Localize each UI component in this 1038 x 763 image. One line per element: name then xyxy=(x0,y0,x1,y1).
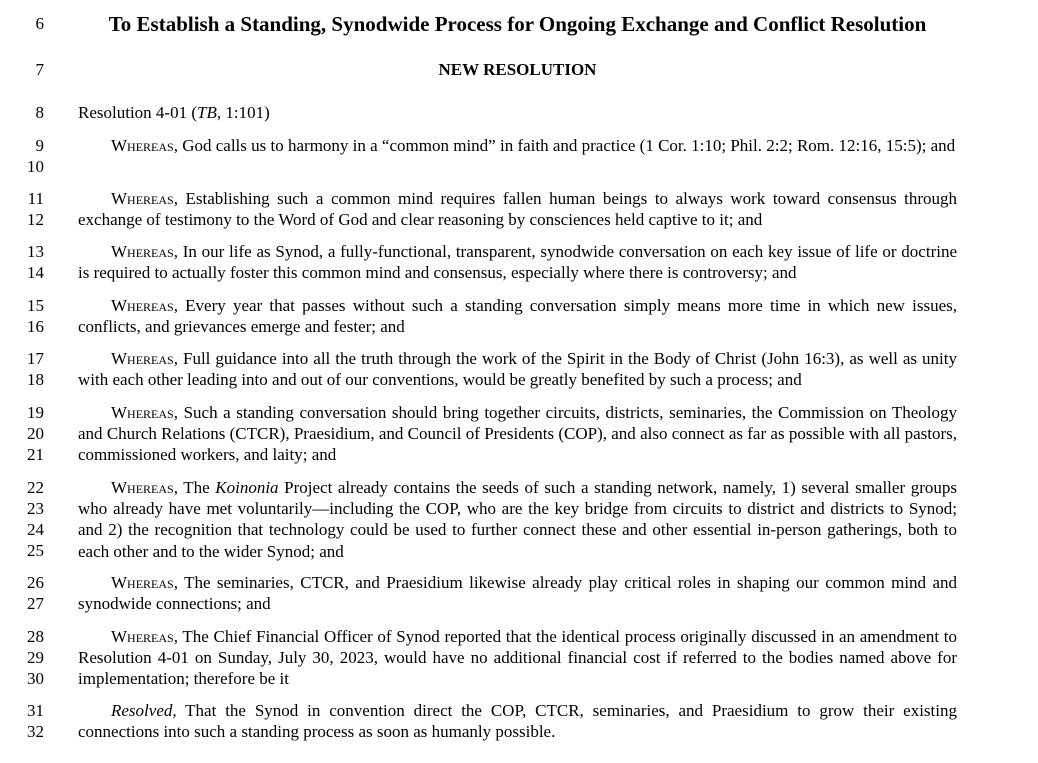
line-number: 19 xyxy=(27,403,44,422)
line-number: 7 xyxy=(35,60,44,79)
line-number: 23 xyxy=(27,499,44,518)
line-number: 27 xyxy=(27,594,44,613)
whereas-paragraph: Whereas, God calls us to harmony in a “common mind” in faith and practice (1 Cor. 1:10; Phil. 2:2; Rom. 12:16, 15:5); and xyxy=(111,136,956,155)
line-number: 8 xyxy=(35,103,44,122)
line-number: 25 xyxy=(27,541,44,560)
line-number: 15 xyxy=(27,296,44,315)
whereas-paragraph-koinonia: Whereas, The Koinonia Project already contains the seeds of such a standing network, namely, 1) several smaller groups who already have met voluntarily—including the COP, who are the key bridge from circuits to district and districts to Synod; and 2) the recognition that technology could be used to further connect these and other essential in-person gatherings, both to each other and to the wider Synod; and xyxy=(78,478,957,561)
line-number: 29 xyxy=(27,648,44,667)
whereas-paragraph: Whereas, Such a standing conversation should bring together circuits, districts, seminaries, the Commission on Theology and Church Relations (CTCR), Praesidium, and Council of Presidents (COP), and also connect as far as possible with all pastors, commissioned workers, and laity; and xyxy=(78,403,958,465)
document-title: To Establish a Standing, Synodwide Process for Ongoing Exchange and Conflict Resolution xyxy=(108,12,927,36)
line-number: 10 xyxy=(27,157,44,176)
whereas-paragraph: Whereas, Full guidance into all the truth through the work of the Spirit in the Body of Christ (John 16:3), as well as unity with each other leading into and out of our conventions, would be greatly benefited by such a process; and xyxy=(78,349,957,390)
whereas-paragraph: Whereas, In our life as Synod, a fully-functional, transparent, synodwide conversation on each key issue of life or doctrine is required to actually foster this common mind and consensus, especially where there is controversy; and xyxy=(78,242,958,283)
line-number: 11 xyxy=(27,189,44,208)
document-subtitle: NEW RESOLUTION xyxy=(438,60,597,79)
line-number: 21 xyxy=(27,445,44,464)
line-number: 31 xyxy=(27,701,44,720)
whereas-paragraph: Whereas, The Chief Financial Officer of Synod reported that the identical process originally discussed in an amendment to Resolution 4-01 on Sunday, July 30, 2023, would have no additional financial cost if referred to the bodies named above for implementation; therefore be it xyxy=(78,627,957,689)
line-number: 30 xyxy=(27,669,44,688)
line-number: 18 xyxy=(27,370,44,389)
line-number: 24 xyxy=(27,520,44,539)
line-number: 12 xyxy=(27,210,44,229)
line-number: 14 xyxy=(27,263,44,282)
line-number: 9 xyxy=(35,136,44,155)
line-number: 32 xyxy=(27,722,44,741)
line-number: 28 xyxy=(27,627,44,646)
resolved-paragraph: Resolved, That the Synod in convention direct the COP, CTCR, seminaries, and Praesidium to grow their existing connections into such a standing process as soon as humanly possible. xyxy=(78,701,957,742)
line-number: 6 xyxy=(35,14,44,33)
line-number: 26 xyxy=(27,573,44,592)
line-number: 17 xyxy=(27,349,44,368)
whereas-paragraph: Whereas, Every year that passes without such a standing conversation simply means more time in which new issues, conflicts, and grievances emerge and fester; and xyxy=(78,296,957,337)
whereas-paragraph: Whereas, Establishing such a common mind requires fallen human beings to always work toward consensus through exchange of testimony to the Word of God and clear reasoning by consciences held captive to it; and xyxy=(78,189,958,230)
resolution-reference: Resolution 4-01 (TB, 1:101) xyxy=(78,103,270,122)
line-number: 20 xyxy=(27,424,44,443)
line-number: 13 xyxy=(27,242,44,261)
whereas-paragraph: Whereas, The seminaries, CTCR, and Praesidium likewise already play critical roles in shaping our common mind and synodwide connections; and xyxy=(78,573,957,614)
line-number: 22 xyxy=(27,478,44,497)
line-number: 16 xyxy=(27,317,44,336)
